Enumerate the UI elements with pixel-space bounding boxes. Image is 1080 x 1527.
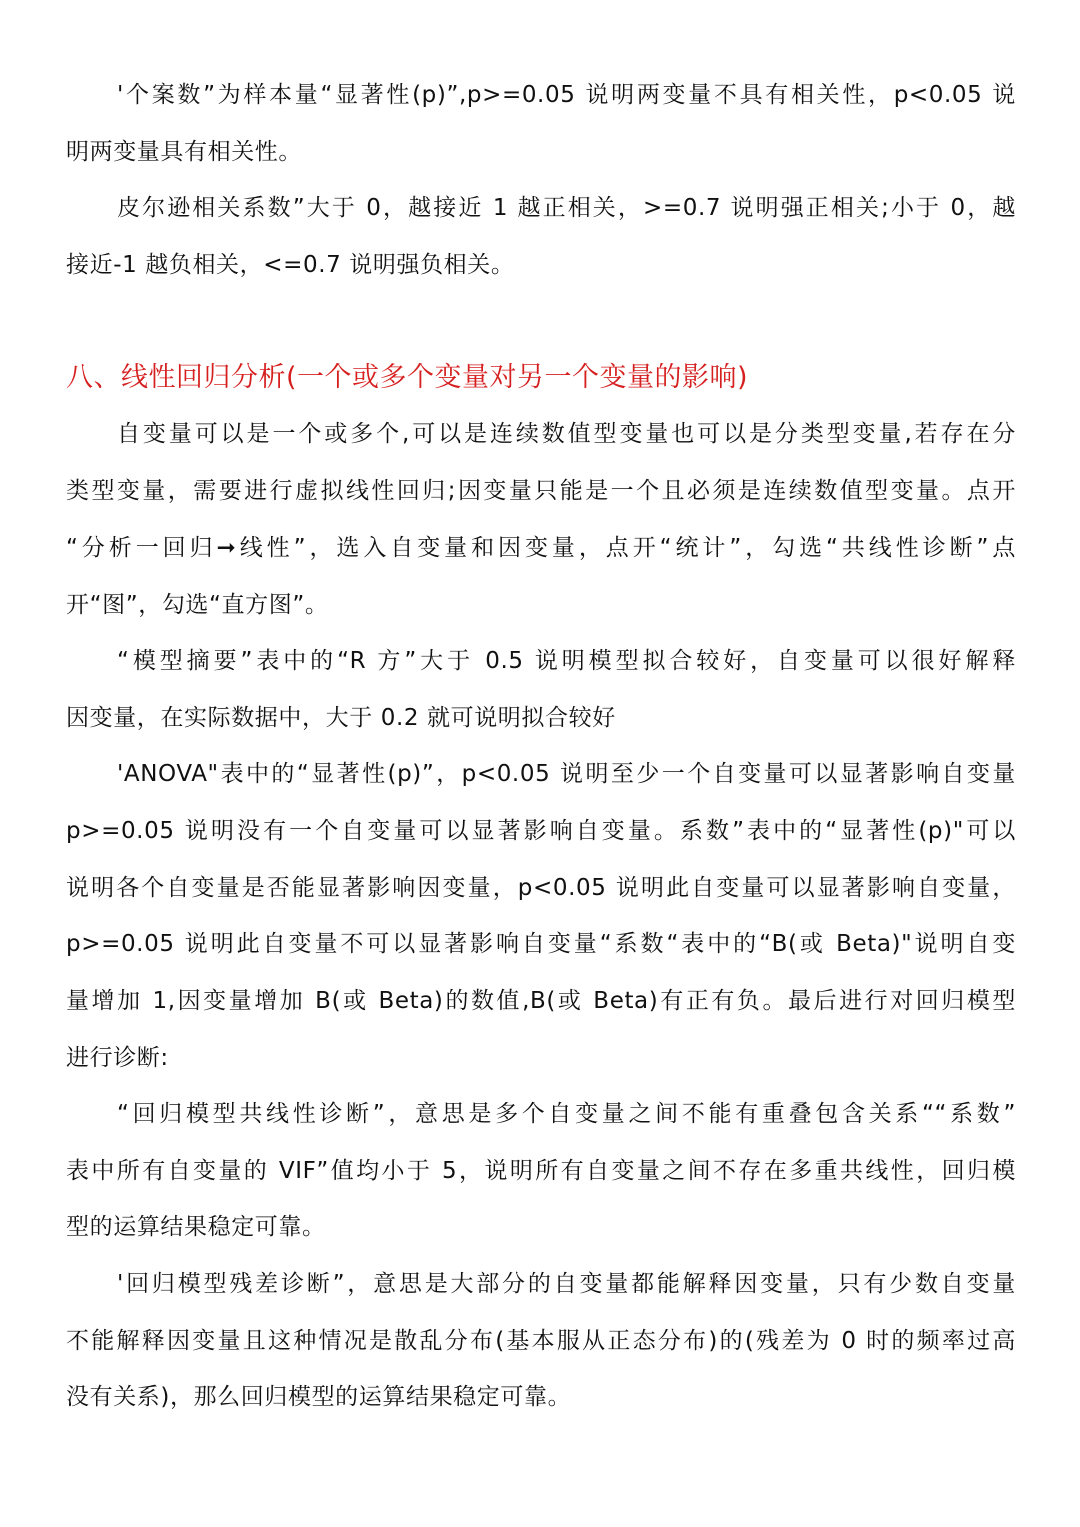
paragraph-line: 明两变量具有相关性。: [66, 139, 302, 165]
paragraph-line: 说明各个自变量是否能显著影响因变量，p<0.05 说明此自变量可以显著影响自变量，: [66, 875, 1016, 901]
paragraph-line: 型的运算结果稳定可靠。: [66, 1214, 326, 1240]
paragraph-line: '个案数”为样本量“显著性(p)”,p>=0.05 说明两变量不具有相关性，p<0.05 说: [117, 82, 1016, 108]
paragraph-line: “回归模型共线性诊断”，意思是多个自变量之间不能有重叠包含关系““系数”: [117, 1101, 1016, 1127]
paragraph-line: p>=0.05 说明此自变量不可以显著影响自变量“系数“表中的“B(或 Beta)"说明自变: [66, 931, 1016, 957]
paragraph-line: 开“图”，勾选“直方图”。: [66, 592, 329, 618]
paragraph-line: 不能解释因变量且这种情况是散乱分布(基本服从正态分布)的(残差为 0 时的频率过高: [66, 1328, 1016, 1354]
paragraph-line: 类型变量，需要进行虚拟线性回归;因变量只能是一个且必须是连续数值型变量。点开: [66, 478, 1016, 504]
section-heading: 八、线性回归分析(一个或多个变量对另一个变量的影响): [66, 362, 749, 393]
paragraph-line: p>=0.05 说明没有一个自变量可以显著影响自变量。系数”表中的“显著性(p)"可以: [66, 818, 1016, 844]
paragraph-line: “模型摘要”表中的“R 方”大于 0.5 说明模型拟合较好，自变量可以很好解释: [117, 648, 1016, 674]
paragraph-line: 没有关系)，那么回归模型的运算结果稳定可靠。: [66, 1384, 572, 1410]
paragraph-line: 因变量，在实际数据中，大于 0.2 就可说明拟合较好: [66, 705, 616, 731]
paragraph-line: 皮尔逊相关系数”大于 0，越接近 1 越正相关，>=0.7 说明强正相关;小于 0，越: [117, 195, 1016, 221]
paragraph-line: 接近-1 越负相关，<=0.7 说明强负相关。: [66, 252, 515, 278]
paragraph-line: 'ANOVA"表中的“显著性(p)”，p<0.05 说明至少一个自变量可以显著影响自变量: [117, 761, 1016, 787]
paragraph-line: “分析一回归➞线性”，选入自变量和因变量，点开“统计”，勾选“共线性诊断”点: [66, 535, 1016, 561]
paragraph-line: 量增加 1,因变量增加 B(或 Beta)的数值,B(或 Beta)有正有负。最后进行对回归模型: [66, 988, 1016, 1014]
paragraph-line: 自变量可以是一个或多个,可以是连续数值型变量也可以是分类型变量,若存在分: [117, 421, 1016, 447]
paragraph-line: '回归模型残差诊断”，意思是大部分的自变量都能解释因变量，只有少数自变量: [117, 1271, 1016, 1297]
paragraph-line: 进行诊断:: [66, 1045, 169, 1071]
paragraph-line: 表中所有自变量的 VIF”值均小于 5，说明所有自变量之间不存在多重共线性，回归模: [66, 1158, 1016, 1184]
